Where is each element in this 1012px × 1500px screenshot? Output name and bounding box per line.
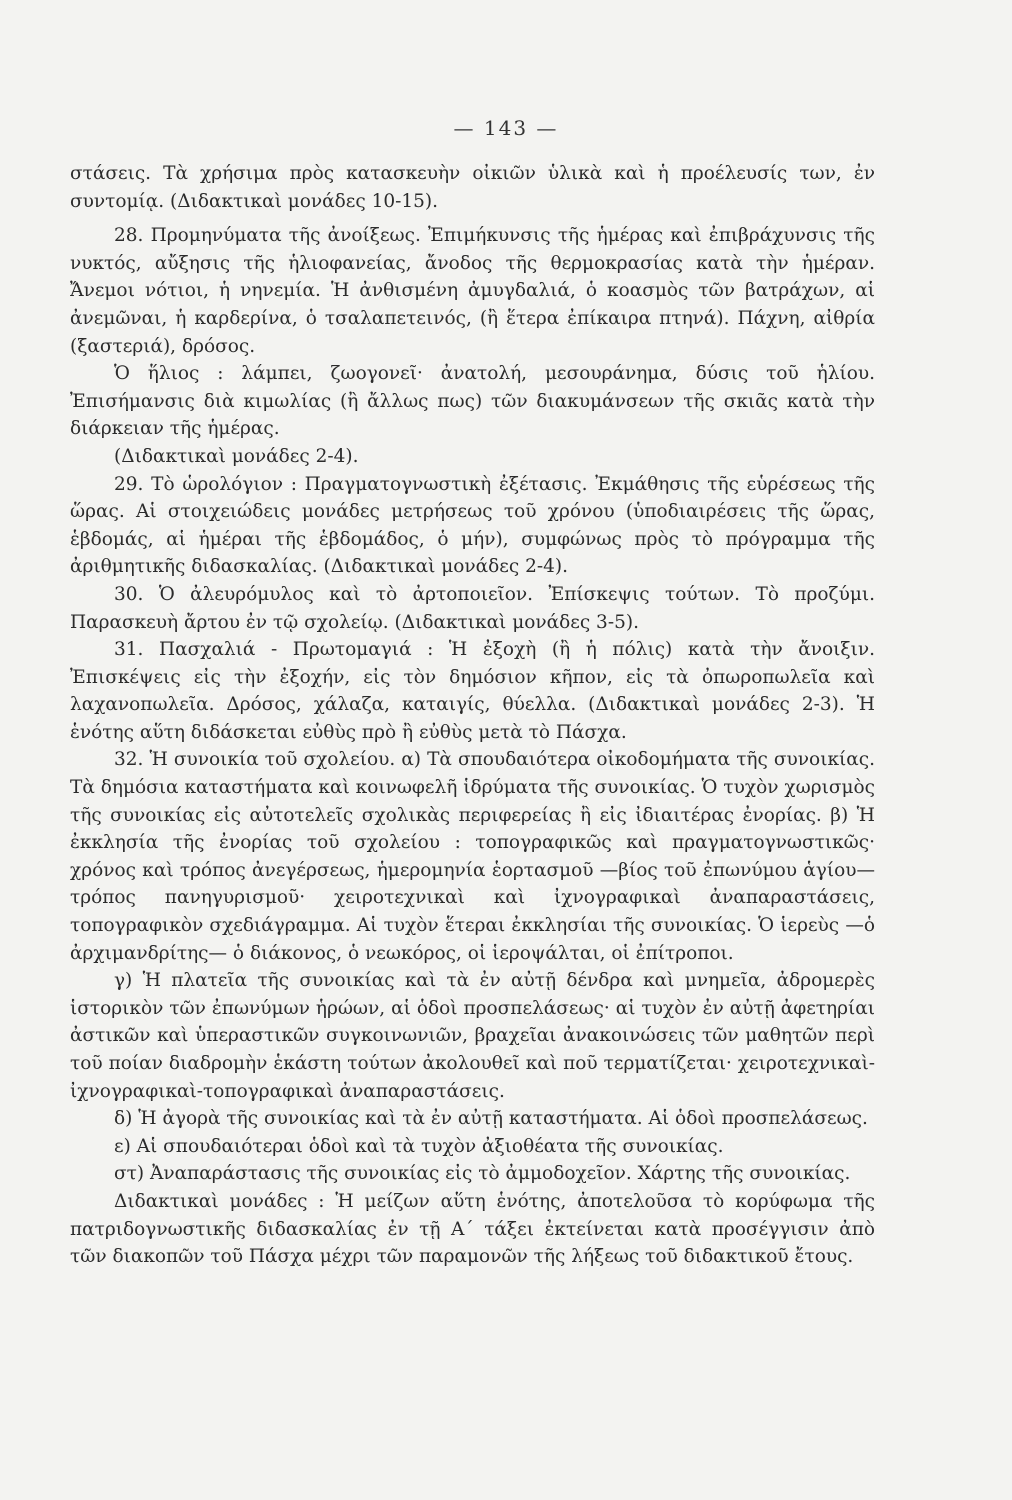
paragraph-units-28: (Διδακτικαὶ μονάδες 2-4). xyxy=(114,445,359,467)
page-number: — 143 — xyxy=(453,116,559,140)
paragraph-32-gamma: γ) Ἡ πλατεῖα τῆς συνοικίας καὶ τὰ ἐν αὐτῇ δένδρα καὶ μνημεῖα, ἀδρομερὲς ἱστορικὸν τῶν ἐπωνύμων ἡρώων, αἱ ὁδοὶ προσπελάσεως· αἱ τυχὸν ἐν αὐτῇ ἀφετηρίαι ἀστικῶν καὶ ὑπεραστικῶν συγκοινωνιῶν, βραχεῖαι ἀνακοινώσεις τῶν μαθητῶν περὶ τοῦ ποίαν διαδρομὴν ἑκάστη τούτων ἀκολουθεῖ καὶ ποῦ τερματίζεται· χειροτεχνικαὶ-ἰχνογραφικαὶ-τοπογραφικαὶ ἀναπαραστάσεις. xyxy=(70,970,875,1102)
paragraph-sun: Ὁ ἥλιος : λάμπει, ζωογονεῖ· ἀνατολή, μεσουράνημα, δύσις τοῦ ἡλίου. Ἐπισήμανσις διὰ κιμωλίας (ἢ ἄλλως πως) τῶν διακυμάνσεων τῆς σκιᾶς κατὰ τὴν διάρκειαν τῆς ἡμέρας. xyxy=(70,363,875,440)
page-body xyxy=(70,160,875,1271)
paragraph-32-st: στ) Ἀναπαράστασις τῆς συνοικίας εἰς τὸ ἀμμοδοχεῖον. Χάρτης τῆς συνοικίας. xyxy=(114,1163,851,1185)
paragraph-29: 29. Τὸ ὡρολόγιον : Πραγματογνωστικὴ ἐξέτασις. Ἐκμάθησις τῆς εὑρέσεως τῆς ὥρας. Αἱ στοιχειώδεις μονάδες μετρήσεως τοῦ χρόνου (ὑποδιαιρέσεις τῆς ὥρας, ἑβδομάς, αἱ ἡμέραι τῆς ἑβδομάδος, ὁ μήν), συμφώνως πρὸς τὸ πρόγραμμα τῆς ἀριθμητικῆς διδασκαλίας. (Διδακτικαὶ μονάδες 2-4). xyxy=(70,473,875,578)
paragraph-30: 30. Ὁ ἀλευρόμυλος καὶ τὸ ἀρτοποιεῖον. Ἐπίσκεψις τούτων. Τὸ προζύμι. Παρασκευὴ ἄρτου ἐν τῷ σχολείῳ. (Διδακτικαὶ μονάδες 3-5). xyxy=(70,583,875,633)
paragraph-continuation: στάσεις. Τὰ χρήσιμα πρὸς κατασκευὴν οἰκιῶν ὑλικὰ καὶ ἡ προέλευσίς των, ἐν συντομίᾳ. (Διδακτικαὶ μονάδες 10-15). xyxy=(70,163,875,212)
paragraph-28: 28. Προμηνύματα τῆς ἀνοίξεως. Ἐπιμήκυνσις τῆς ἡμέρας καὶ ἐπιβράχυνσις τῆς νυκτός, αὔξησις τῆς ἡλιοφανείας, ἄνοδος τῆς θερμοκρασίας κατὰ τὴν ἡμέραν. Ἄνεμοι νότιοι, ἡ νηνεμία. Ἡ ἀνθισμένη ἀμυγδαλιά, ὁ κοασμὸς τῶν βατράχων, αἱ ἀνεμῶναι, ἡ καρδερίνα, ὁ τσαλαπετεινός, (ἢ ἕτερα ἐπίκαιρα πτηνά). Πάχνη, αἰθρία (ξαστεριά), δρόσος. xyxy=(70,225,875,357)
paragraph-teaching-units: Διδακτικαὶ μονάδες : Ἡ μείζων αὕτη ἑνότης, ἀποτελοῦσα τὸ κορύφωμα τῆς πατριδογνωστικῆς διδασκαλίας ἐν τῇ Α΄ τάξει ἐκτείνεται κατὰ προσέγγισιν ἀπὸ τῶν διακοπῶν τοῦ Πάσχα μέχρι τῶν παραμονῶν τῆς λήξεως τοῦ διδακτικοῦ ἔτους. xyxy=(70,1190,875,1268)
paragraph-32: 32. Ἡ συνοικία τοῦ σχολείου. α) Τὰ σπουδαιότερα οἰκοδομήματα τῆς συνοικίας. Τὰ δημόσια καταστήματα καὶ κοινωφελῆ ἱδρύματα τῆς συνοικίας. Ὁ τυχὸν χωρισμὸς τῆς συνοικίας εἰς αὐτοτελεῖς σχολικὰς περιφερείας ἢ εἰς ἰδιαιτέρας ἐνορίας. β) Ἡ ἐκκλησία τῆς ἐνορίας τοῦ σχολείου : τοπογραφικῶς καὶ πραγματογνωστικῶς· χρόνος καὶ τρόπος ἀνεγέρσεως, ἡμερομηνία ἑορτασμοῦ —βίος τοῦ ἐπωνύμου ἁγίου— τρόπος πανηγυρισμοῦ· χειροτεχνικαὶ καὶ ἰχνογραφικαὶ ἀναπαραστάσεις, τοπογραφικὸν σχεδιάγραμμα. Αἱ τυχὸν ἕτεραι ἐκκλησίαι τῆς συνοικίας. Ὁ ἱερεὺς —ὁ ἀρχιμανδρίτης— ὁ διάκονος, ὁ νεωκόρος, οἱ ἱεροψάλται, οἱ ἐπίτροποι. xyxy=(70,749,875,964)
paragraph-32-delta: δ) Ἡ ἀγορὰ τῆς συνοικίας καὶ τὰ ἐν αὐτῇ καταστήματα. Αἱ ὁδοὶ προσπελάσεως. xyxy=(114,1108,868,1130)
paragraph-31: 31. Πασχαλιά - Πρωτομαγιά : Ἡ ἐξοχὴ (ἢ ἡ πόλις) κατὰ τὴν ἄνοιξιν. Ἐπισκέψεις εἰς τὴν ἐξοχήν, εἰς τὸν δημόσιον κῆπον, εἰς τὰ ὀπωροπωλεῖα καὶ λαχανοπωλεῖα. Δρόσος, χάλαζα, καταιγίς, θύελλα. (Διδακτικαὶ μονάδες 2-3). Ἡ ἑνότης αὕτη διδάσκεται εὐθὺς πρὸ ἢ εὐθὺς μετὰ τὸ Πάσχα. xyxy=(70,639,875,743)
paragraph-32-epsilon: ε) Αἱ σπουδαιότεραι ὁδοὶ καὶ τὰ τυχὸν ἀξιοθέατα τῆς συνοικίας. xyxy=(114,1135,724,1157)
